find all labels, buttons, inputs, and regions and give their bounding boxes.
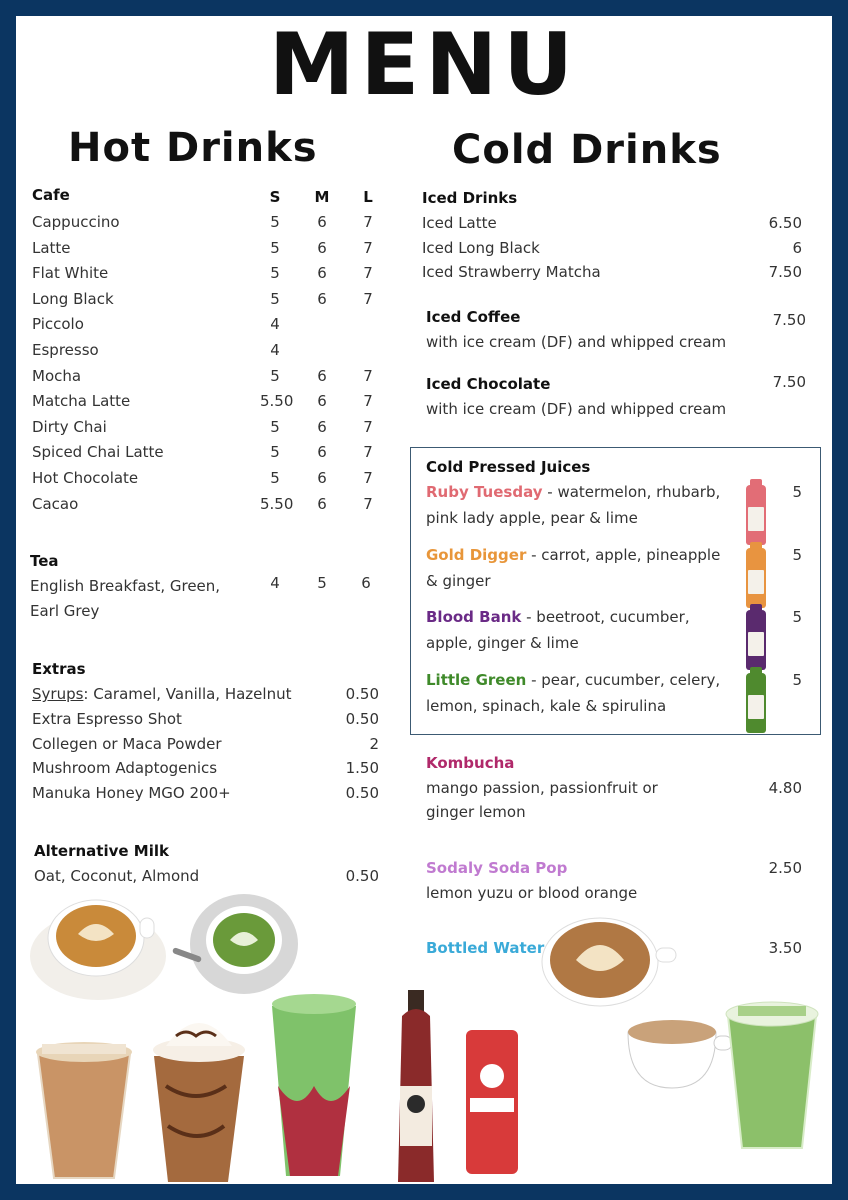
latte-art-cup-image [542,918,676,1006]
cafe-item-name: Hot Chocolate [32,469,139,487]
iced-item-price: 6 [792,238,802,257]
kombucha-line1: mango passion, passionfruit or [426,779,658,797]
cafe-item-price-s: 5 [270,238,280,257]
kombucha-bottle-image [398,990,434,1182]
juice-item-desc: - carrot, apple, pineapple [526,545,721,564]
cafe-item-price-m: 6 [317,289,327,308]
juice-item-line1 [426,546,720,564]
cafe-item-name: Cacao [32,494,79,513]
cafe-item-price-s: 5.50 [260,392,294,411]
alt-milk-text: Oat, Coconut, Almond [34,867,200,885]
extras-item-price: 0.50 [345,784,379,803]
juice-item-line2: lemon, spinach, kale & spirulina [426,696,667,715]
juice-bottle-icon [746,485,766,545]
iced-coffee-heading: Iced Coffee [426,308,521,326]
cafe-item-price-m: 6 [317,469,327,487]
iced-chocolate-desc: with ice cream (DF) and whipped cream [426,400,727,418]
cafe-item-price-m: 6 [317,392,327,411]
alt-milk-price: 0.50 [345,867,379,885]
iced-matcha-latte-image [726,1002,818,1148]
juice-item-name: Gold Digger [426,545,527,564]
cafe-item-price-s: 5 [270,264,280,283]
cafe-item-price-m: 6 [317,366,327,385]
size-m-header: M [314,188,330,206]
cafe-item-name: Long Black [32,289,114,308]
cafe-item-name: Spiced Chai Latte [32,443,164,462]
tea-price-l: 6 [361,574,371,592]
cafe-item-price-l: 7 [363,469,373,487]
drinks-illustration [16,886,832,1184]
cafe-item-price-s: 5 [270,417,280,436]
matcha-cup-image [172,894,298,994]
menu-page [16,16,832,1184]
extras-item-name: Mushroom Adaptogenics [32,759,218,778]
sodaly-heading: Sodaly Soda Pop [426,859,568,877]
extras-syrups [32,685,291,703]
cafe-item-price-l: 7 [363,264,373,283]
iced-item-price: 6.50 [768,214,802,232]
tea-heading: Tea [30,552,59,570]
juice-item-line2: pink lady apple, pear & lime [426,509,638,527]
cafe-item-price-l: 7 [363,494,373,513]
juice-item-desc: - pear, cucumber, celery, [526,670,721,689]
cafe-item-name: Flat White [32,264,109,283]
tea-price-m: 5 [317,574,327,592]
juice-bottle-icon [746,610,766,670]
kombucha-price: 4.80 [768,779,802,797]
syrups-label: Syrups [32,685,84,703]
iced-coffee-image [36,1042,132,1178]
cafe-item-price-s: 5 [270,289,280,308]
juice-item-name: Little Green [426,670,527,689]
menu-title: MENU [268,15,580,115]
cafe-item-name: Cappuccino [32,213,120,231]
juice-item-price: 5 [792,608,802,626]
bottle-label-icon [748,695,764,719]
cafe-item-price-s: 5 [270,443,280,462]
extras-item-name: Extra Espresso Shot [32,710,182,728]
iced-chocolate-image [153,1023,245,1182]
cafe-item-price-m: 6 [317,238,327,257]
cafe-item-price-l: 7 [363,238,373,257]
cappuccino-cup-image [30,900,166,1000]
bottle-label-icon [748,632,764,656]
size-s-header: S [269,188,281,206]
cafe-item-price-l: 7 [363,213,373,231]
bottle-cap-icon [750,667,762,675]
cold-drinks-title: Cold Drinks [452,127,722,173]
cafe-item-price-s: 5 [270,469,280,487]
juice-item-line1 [426,483,720,501]
juice-item-name: Blood Bank [426,608,522,626]
tea-line2: Earl Grey [30,602,100,620]
cafe-item-price-l: 7 [363,289,373,308]
juice-bottle-icon [746,548,766,608]
iced-heading: Iced Drinks [422,189,518,207]
juice-item-desc: - beetroot, cucumber, [521,608,690,626]
syrups-price: 0.50 [345,685,379,703]
extras-item-price: 0.50 [345,710,379,728]
size-l-header: L [363,188,373,206]
extras-item-price: 2 [369,734,379,753]
juice-item-price: 5 [792,670,802,689]
cafe-item-price-s: 4 [270,315,280,334]
tea-line1: English Breakfast, Green, [30,577,221,595]
cafe-item-name: Espresso [32,341,99,359]
juice-item-line2: & ginger [426,571,491,590]
bottled-water-price: 3.50 [768,939,802,957]
cafe-item-name: Matcha Latte [32,392,131,411]
cafe-item-price-s: 5 [270,213,280,231]
juice-item-line2: apple, ginger & lime [426,634,579,652]
bottled-water-heading: Bottled Water [426,939,545,957]
cafe-item-price-m: 6 [317,417,327,436]
hot-drinks-title: Hot Drinks [68,125,318,171]
cafe-item-price-l: 7 [363,443,373,462]
extras-item-name: Manuka Honey MGO 200+ [32,784,231,803]
sodaly-desc: lemon yuzu or blood orange [426,884,638,902]
bottle-label-icon [748,570,764,594]
extras-item-name: Collegen or Maca Powder [32,734,222,753]
juice-item-price: 5 [792,483,802,501]
cafe-item-name: Mocha [32,366,82,385]
kombucha-line2: ginger lemon [426,803,526,821]
juice-item-desc: - watermelon, rhubarb, [542,483,721,501]
iced-item-price: 7.50 [768,263,802,281]
cafe-item-name: Dirty Chai [32,417,107,436]
cafe-item-price-m: 6 [317,264,327,283]
tea-price-s: 4 [270,574,280,592]
iced-chocolate-heading: Iced Chocolate [426,375,551,393]
iced-item-name: Iced Strawberry Matcha [422,263,601,281]
extras-item-price: 1.50 [345,759,379,778]
juices-heading: Cold Pressed Juices [426,458,591,476]
cafe-item-price-m: 6 [317,494,327,513]
iced-coffee-price: 7.50 [772,311,806,329]
kombucha-heading: Kombucha [426,754,515,772]
iced-item-name: Iced Long Black [422,238,540,257]
alt-milk-heading: Alternative Milk [34,842,169,860]
juice-item-name: Ruby Tuesday [426,483,543,501]
cafe-item-price-s: 5 [270,366,280,385]
iced-item-name: Iced Latte [422,214,497,232]
iced-chocolate-price: 7.50 [772,373,806,391]
small-cappuccino-image [628,1020,732,1088]
iced-strawberry-matcha-image [272,994,356,1176]
juice-item-line1 [426,608,690,626]
bottle-cap-icon [750,542,762,550]
extras-heading: Extras [32,660,86,678]
bottle-cap-icon [750,604,762,612]
cafe-item-price-l: 7 [363,392,373,411]
syrups-options: : Caramel, Vanilla, Hazelnut [83,685,292,703]
cafe-item-price-l: 7 [363,366,373,385]
cafe-item-price-m: 6 [317,213,327,231]
cafe-item-price-s: 5.50 [260,494,294,513]
sodaly-price: 2.50 [768,859,802,877]
juice-item-price: 5 [792,545,802,564]
cafe-heading: Cafe [32,186,70,204]
juice-bottle-icon [746,673,766,733]
bottle-cap-icon [750,479,762,487]
cafe-item-name: Piccolo [32,315,84,334]
cafe-item-price-m: 6 [317,443,327,462]
cafe-item-price-s: 4 [270,341,280,359]
iced-coffee-desc: with ice cream (DF) and whipped cream [426,333,727,351]
cafe-item-name: Latte [32,238,71,257]
sodaly-can-image [466,1030,518,1174]
juice-item-line1 [426,671,720,689]
bottle-label-icon [748,507,764,531]
cafe-item-price-l: 7 [363,417,373,436]
